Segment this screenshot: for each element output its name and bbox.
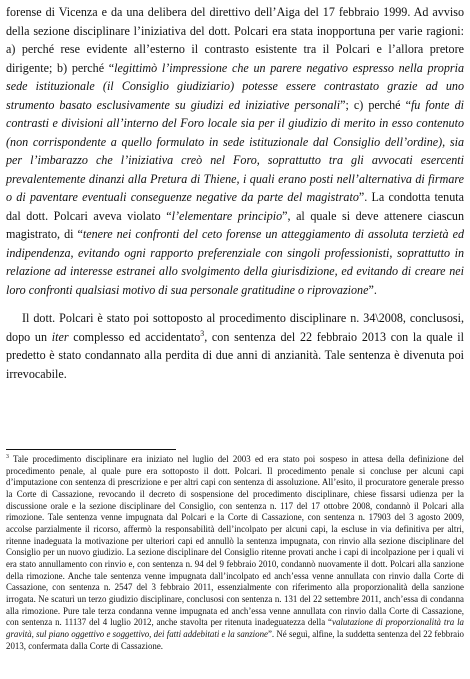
paragraph-2-text-a: Il dott. Polcari è stato poi sottoposto al procedimento disciplinare n. 34\2008, conclusosi, dopo un: [6, 311, 464, 344]
paragraph-1: [6, 3, 464, 299]
quoted-text: legittimò l’impressione che un parere negativo espresso nella propria sede istituzionale (il Consiglio giudiziario) potesse essere contrastato grazie ad uno strumento basato esclusivamente su giudizi ed iniziative personali: [6, 60, 464, 112]
text-run: ”.: [368, 282, 377, 297]
footnote-text-b: ”. Né seguì, alfine, la suddetta sentenza del 22 febbraio 2013, confermata dalla Corte di Cassazione.: [6, 628, 464, 651]
body-text: [6, 3, 464, 383]
footnote: [6, 454, 464, 652]
quoted-text: fu fonte di contrasti e divisioni all’interno del Foro locale sia per il giudizio di merito in esso contenuto (non corrispondente a quello formulato in sede istituzionale dal Consiglio dell’ordine), sia per l’imbarazzo che l’iniziativa creò nel Foro, soprattutto tra gli avvocati esercenti prevalentemente dinanzi alla Pretura di Thiene, i quali erano posti nell’alternativa di firmare o di paventare eventuali conseguenze negative da parte del magistrato: [6, 97, 464, 204]
footnote-separator: [6, 449, 176, 450]
footnote-number: 3: [6, 454, 9, 461]
text-run: forense di Vicenza e da una delibera del direttivo dell’Aiga del 17 febbraio 1999. Ad avviso della sezione disciplinare l’iniziativa del dott. Polcari era stata inopportuna per varie ragioni: a) perché rese evidente all’esterno il contrasto esistente tra il Polcari e l’allora pretore dirigente; b) perché “: [6, 5, 464, 75]
footnote-text-a: Tale procedimento disciplinare era iniziato nel luglio del 2003 ed era stato poi sospeso in attesa della definizione del procedimento penale, al quale pure era sottoposto il dott. Polcari. Il procedimento penale si concluse per alcuni capi d’imputazione con sentenza di prescrizione e per altri capi con sentenza di assoluzione. All’esito, il procuratore generale presso la Corte di Cassazione, revocando il decreto di sospensione del procedimento disciplinare, chiese fissarsi udienza per la discussione orale e la sezione disciplinare del Consiglio, con sentenza n. 117 del 17 ottobre 2008, condannò il Polcari alla rimozione. Tale sentenza venne impugnata dal Polcari e la Corte di Cassazione, con sentenza n. 17903 del 3 agosto 2009, accolse parzialmente il ricorso, affermò la responsabilità dell’incolpato per alcuni capi, la escluse in via definitiva per altri, ritenne inadeguata la motivazione per ulteriori capi ed annullò la sentenza impugnata, con rinvio alla sezione disciplinare del Consiglio per un nuovo giudizio. La sezione disciplinare del Consiglio ritenne provati anche i capi di incolpazione per i quali vi era stato annullamento con rinvio e, con sentenza n. 94 del 9 febbraio 2010, condannò nuovamente il dott. Polcari alla sanzione della rimozione. Anche tale sentenza venne impugnata dall’incolpato ed anch’essa venne annullata con rinvio dalla Corte di Cassazione, con sentenza n. 2547 del 3 febbraio 2011, essenzialmente con riferimento alla proporzionalità della sanzione irrogata. Ne scaturì un terzo giudizio disciplinare, conclusosi con sentenza n. 131 del 22 settembre 2011, anch’essa di condanna alla rimozione. Pure tale terza condanna venne impugnata ed anch’essa venne annullata con rinvio dalla Corte di Cassazione, con sentenza n. 11137 del 4 luglio 2012, anche stavolta per ritenuta inadeguatezza della “: [6, 454, 464, 628]
footnote-quote: valutazione di proporzionalità tra la gravità, sul piano oggettivo e soggettivo, dei fatti addebitati e la sanzione: [6, 617, 464, 639]
text-run: ”, al quale si deve attenere ciascun magistrato, di “: [6, 208, 465, 241]
paragraph-2-text-c: , con sentenza del 22 febbraio 2013 con la quale il predetto è stato condannato alla perdita di due anni di anzianità. Tale sentenza è divenuta poi irrevocabile.: [6, 329, 465, 381]
quoted-text: tenere nei confronti del ceto forense un atteggiamento di assoluta terzietà ed indipendenza, evitando ogni rapporto preferenziale con singoli professionisti, soprattutto in relazione ad interesse estranei allo svolgimento della giurisdizione, ed evitando di creare nei loro confronti qualsiasi motivo di sua personale gratitudine o riprovazione: [6, 227, 464, 297]
footnote-reference: 3: [200, 328, 205, 338]
term-iter: iter: [51, 329, 69, 344]
paragraph-2: [6, 309, 464, 383]
paragraph-2-text-b: complesso ed accidentato: [68, 329, 201, 344]
text-run: ”. La condotta tenuta dal dott. Polcari aveva violato “: [6, 190, 464, 223]
text-run: ”; c) perché “: [340, 97, 411, 112]
quoted-text: l’elementare principio: [171, 208, 283, 223]
